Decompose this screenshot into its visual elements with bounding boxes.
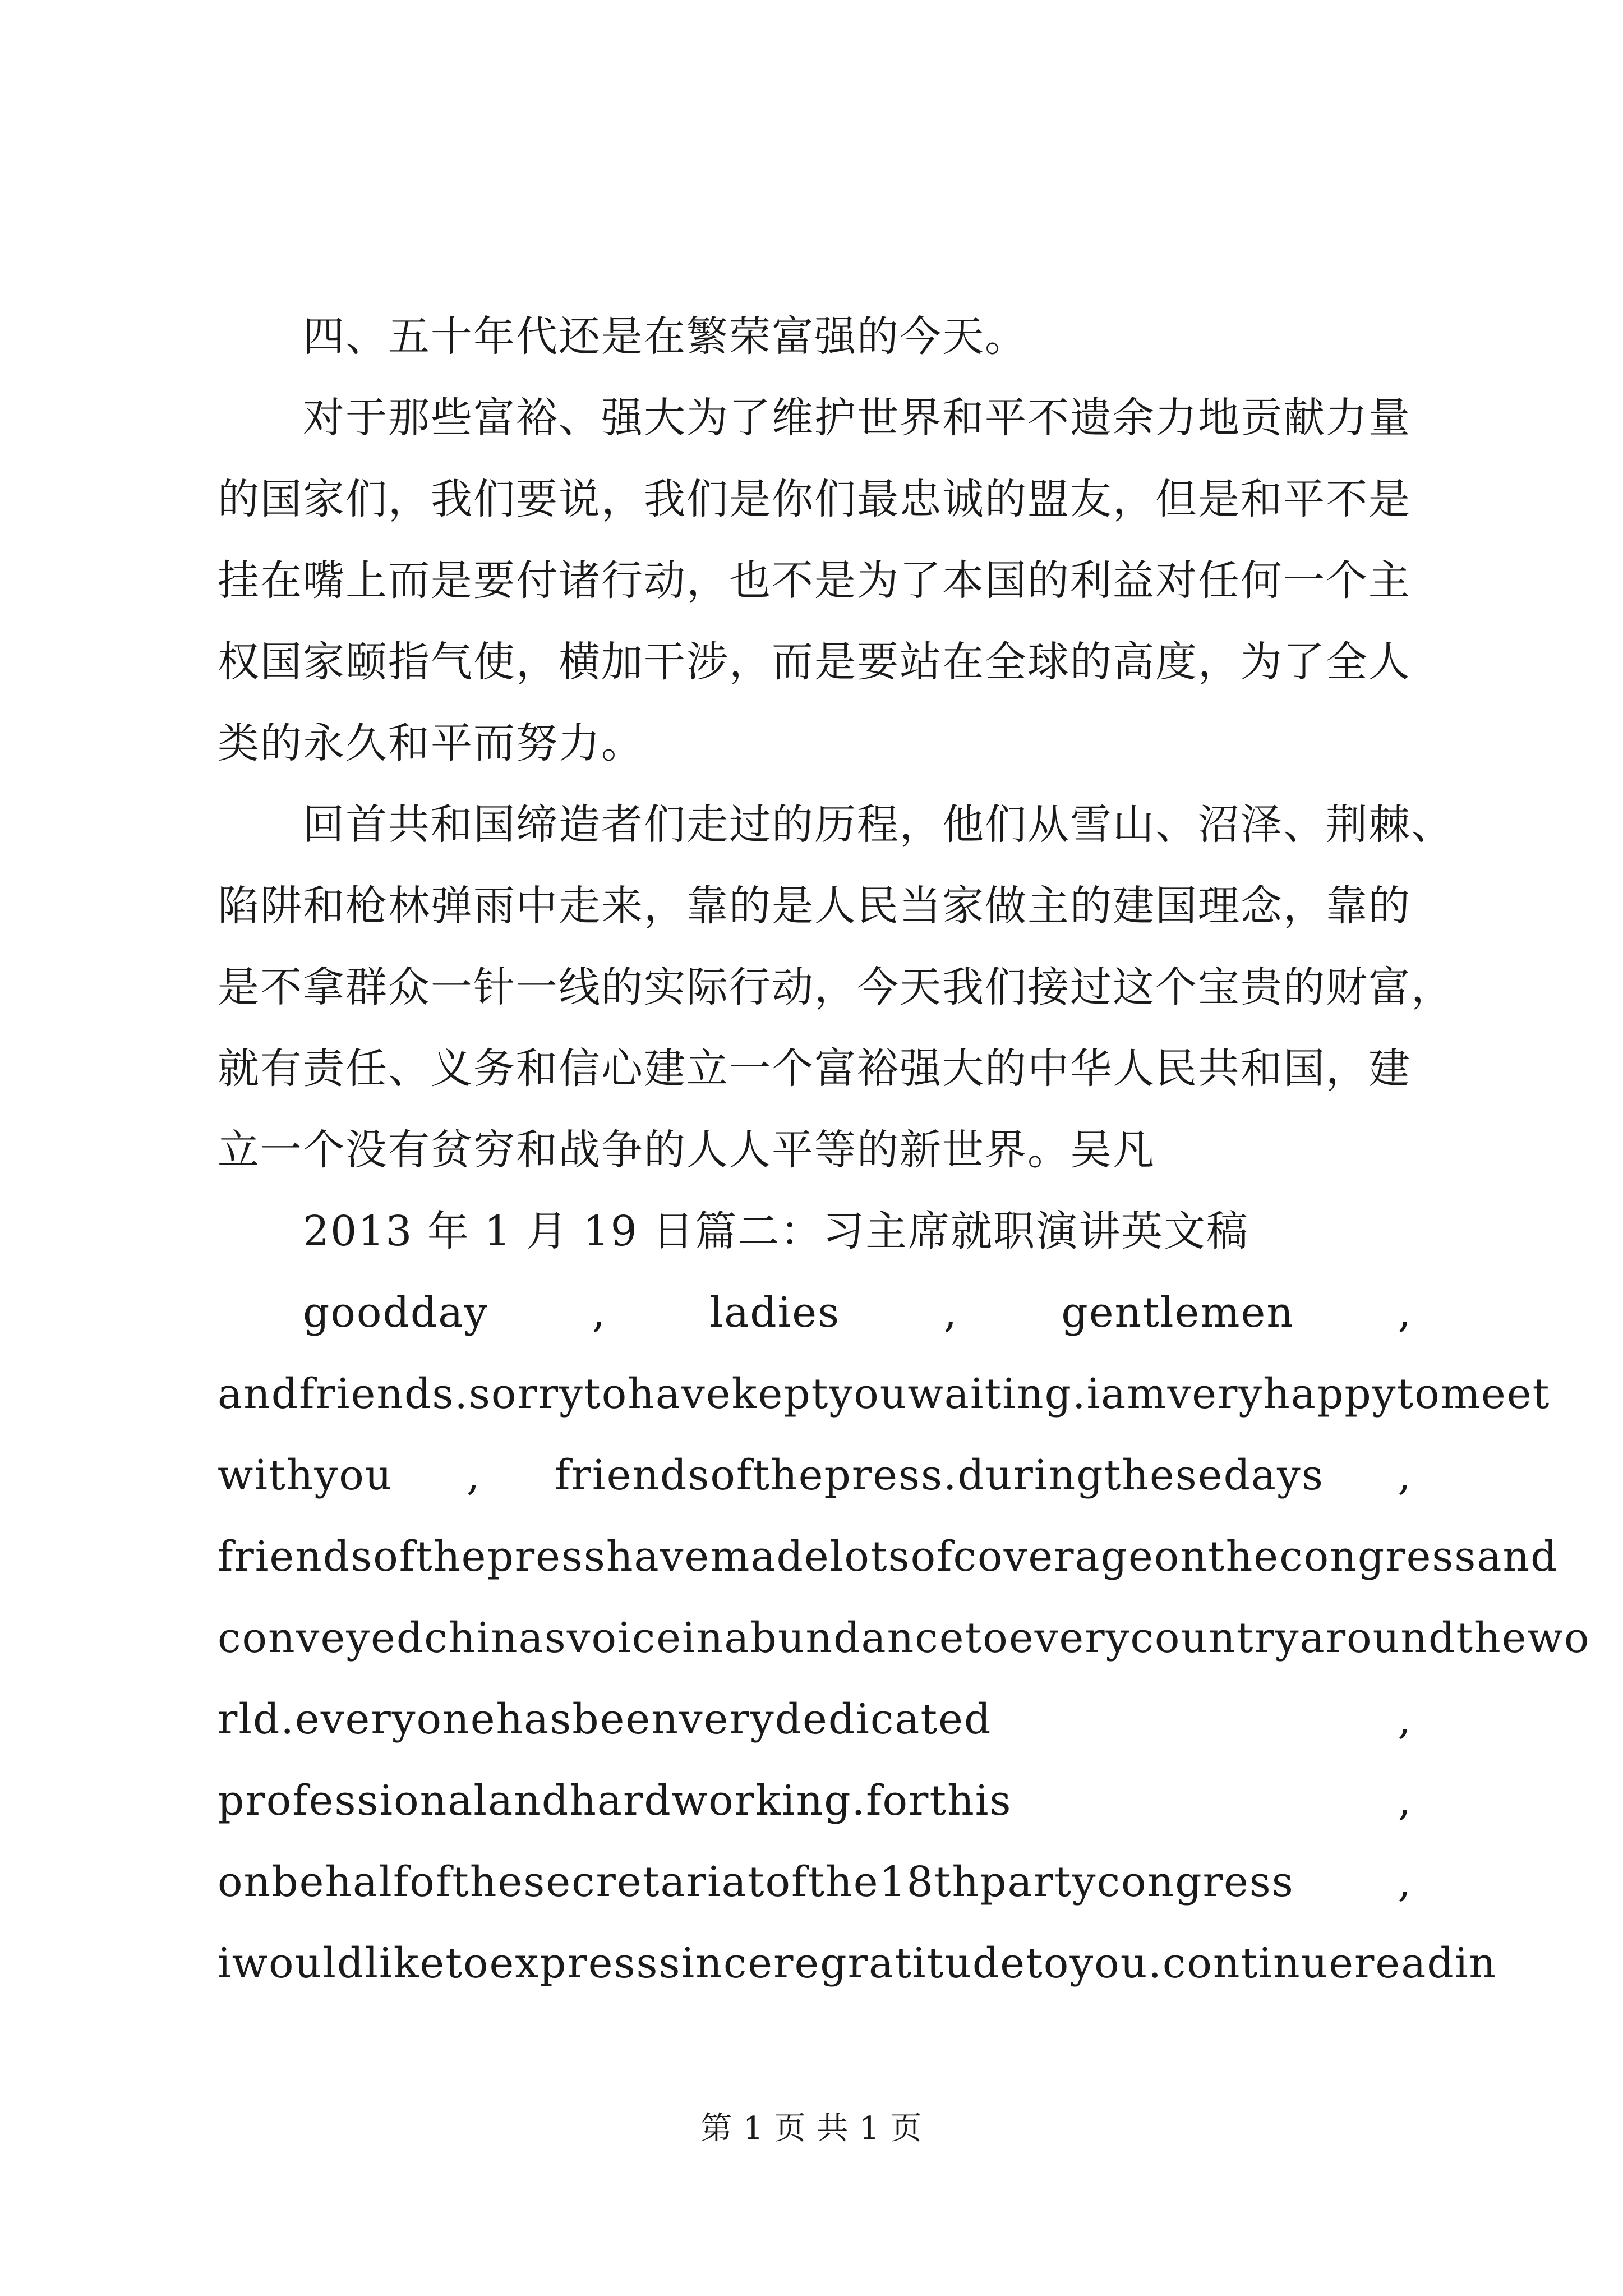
english-punct: , <box>943 1289 958 1337</box>
paragraph-line: 立一个没有贫穷和战争的人人平等的新世界。吴凡 <box>218 1126 1155 1174</box>
paragraph-line: 对于那些富裕、强大为了维护世界和平不遗余力地贡献力量 <box>303 394 1411 442</box>
paragraph-line: 挂在嘴上而是要付诸行动，也不是为了本国的利益对任何一个主 <box>218 556 1411 605</box>
english-line-1 <box>303 1285 1412 1341</box>
english-word: gentlemen <box>1061 1289 1295 1337</box>
paragraph-line: 就有责任、义务和信心建立一个富裕强大的中华人民共和国，建 <box>218 1045 1411 1093</box>
english-punct: , <box>1398 1451 1412 1499</box>
paragraph-line: 的国家们，我们要说，我们是你们最忠诚的盟友，但是和平不是 <box>218 475 1411 523</box>
paragraph-line: 陷阱和枪林弹雨中走来，靠的是人民当家做主的建国理念，靠的 <box>218 882 1411 930</box>
english-word: friendsofthepress.duringthesedays <box>555 1451 1324 1499</box>
english-punct: , <box>1398 1777 1412 1825</box>
english-punct: , <box>592 1289 607 1337</box>
english-line-2: andfriends.sorrytohavekeptyouwaiting.iamveryhappytomeet <box>218 1370 1551 1418</box>
english-word: professionalandhardworking.forthis <box>218 1777 1012 1825</box>
paragraph-line: 类的永久和平而努力。 <box>218 719 644 767</box>
english-punct: , <box>1398 1858 1412 1906</box>
page-footer: 第 1 页 共 1 页 <box>700 2110 923 2147</box>
english-word: ladies <box>709 1289 841 1337</box>
english-punct: , <box>1398 1695 1412 1743</box>
english-punct: , <box>1398 1289 1412 1337</box>
english-line-5: conveyedchinasvoiceinabundancetoeverycountryaroundthewo <box>218 1614 1590 1662</box>
english-line-3 <box>218 1447 1412 1503</box>
english-word: rld.everyonehasbeenverydedicated <box>218 1695 992 1743</box>
english-line-7 <box>218 1773 1412 1829</box>
english-word: onbehalfofthesecretariatofthe18thpartycongress <box>218 1858 1294 1906</box>
english-line-8 <box>218 1854 1412 1910</box>
paragraph-line: 是不拿群众一针一线的实际行动，今天我们接过这个宝贵的财富， <box>218 963 1454 1011</box>
english-word: withyou <box>218 1451 393 1499</box>
paragraph-line: 回首共和国缔造者们走过的历程，他们从雪山、沼泽、荆棘、 <box>303 800 1454 849</box>
english-punct: , <box>467 1451 481 1499</box>
english-line-4: friendsofthepresshavemadelotsofcoverageonthecongressand <box>218 1533 1559 1581</box>
paragraph-line: 四、五十年代还是在繁荣富强的今天。 <box>303 312 1027 361</box>
english-line-6 <box>218 1691 1412 1747</box>
english-word: goodday <box>303 1289 489 1337</box>
section-heading-line: 2013 年 1 月 19 日篇二：习主席就职演讲英文稿 <box>303 1207 1249 1255</box>
paragraph-line: 权国家颐指气使，横加干涉，而是要站在全球的高度，为了全人 <box>218 638 1411 686</box>
english-line-9: iwouldliketoexpresssinceregratitudetoyou.continuereadin <box>218 1939 1497 1987</box>
